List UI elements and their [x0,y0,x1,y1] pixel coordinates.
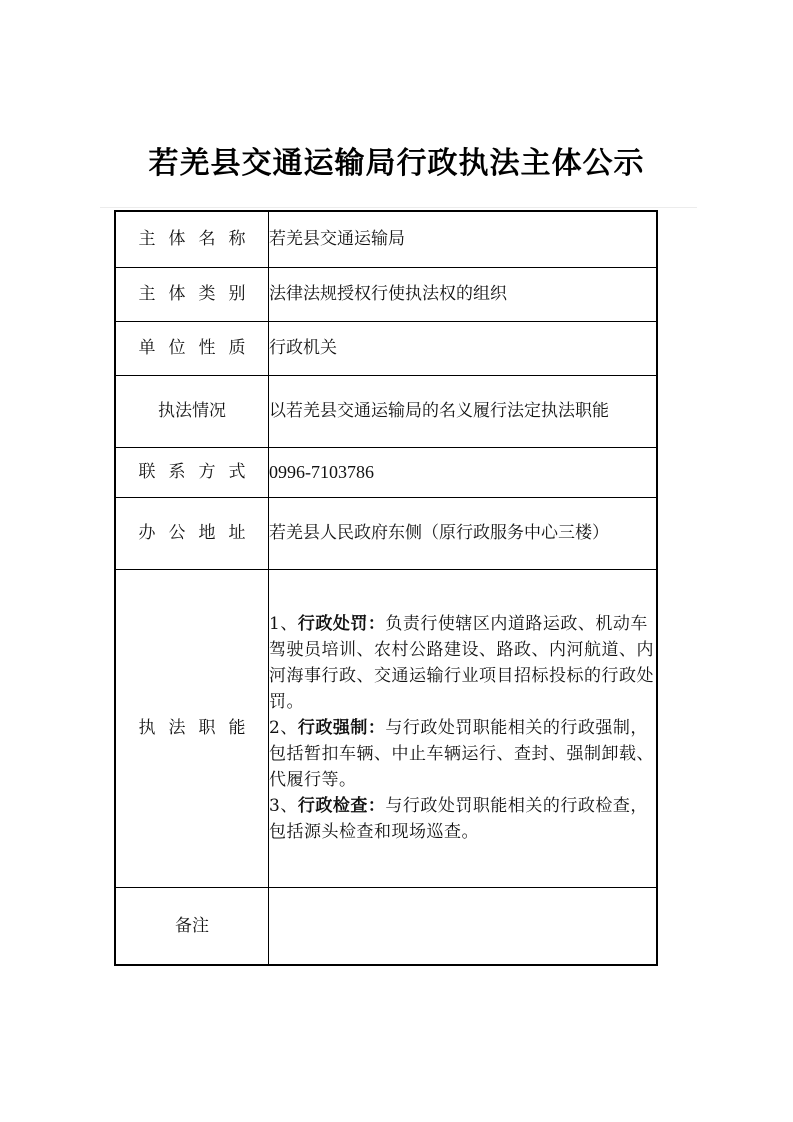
subject-type-value: 法律法规授权行使执法权的组织 [269,267,658,321]
duty-separator: ： [367,718,386,738]
table-row-subject-name [115,211,657,267]
subject-name-label: 主体名称 [115,211,269,267]
table-row-duties [115,569,657,887]
contact-label: 联系方式 [115,447,269,497]
unit-nature-label: 单位性质 [115,321,269,375]
table-row-office-address [115,497,657,569]
enforcement-subject-table [114,210,658,966]
table-row-subject-type [115,267,657,321]
duty-number: 2、 [269,718,298,738]
subject-type-label: 主体类别 [115,267,269,321]
duties-value [269,569,658,887]
table-row-remarks [115,887,657,965]
table-row-contact [115,447,657,497]
table-row-unit-nature [115,321,657,375]
duty-item-inspection [269,793,656,845]
office-address-label: 办公地址 [115,497,269,569]
page-title: 若羌县交通运输局行政执法主体公示 [148,146,645,181]
duty-text: 负责行使辖区内道路运政、机动车驾驶员培训、农村公路建设、路政、内河航道、内河海事行政、交通运输行业项目招标投标的行政处罚。 [269,614,654,712]
enforcement-status-label: 执法情况 [115,375,269,447]
remarks-label: 备注 [115,887,269,965]
duties-label: 执法职能 [115,569,269,887]
duty-item-enforcement [269,715,656,793]
duty-item-penalty [269,611,656,715]
duty-separator: ： [367,614,386,634]
duty-text: 与行政处罚职能相关的行政强制，包括暂扣车辆、中止车辆运行、查封、强制卸载、代履行等。 [269,718,654,790]
remarks-value [269,887,658,965]
duty-title: 行政处罚 [297,614,368,634]
contact-phone-value: 0996-7103786 [269,447,658,497]
office-address-value: 若羌县人民政府东侧（原行政服务中心三楼） [269,497,658,569]
duty-title: 行政强制 [297,718,368,738]
table-row-enforcement-status [115,375,657,447]
enforcement-status-value: 以若羌县交通运输局的名义履行法定执法职能 [269,375,658,447]
duty-text: 与行政处罚职能相关的行政检查，包括源头检查和现场巡查。 [269,796,648,842]
duty-number: 1、 [269,614,298,634]
duty-title: 行政检查 [297,796,368,816]
duty-number: 3、 [269,796,298,816]
divider [100,207,697,208]
duty-separator: ： [367,796,386,816]
subject-name-value: 若羌县交通运输局 [269,211,658,267]
unit-nature-value: 行政机关 [269,321,658,375]
